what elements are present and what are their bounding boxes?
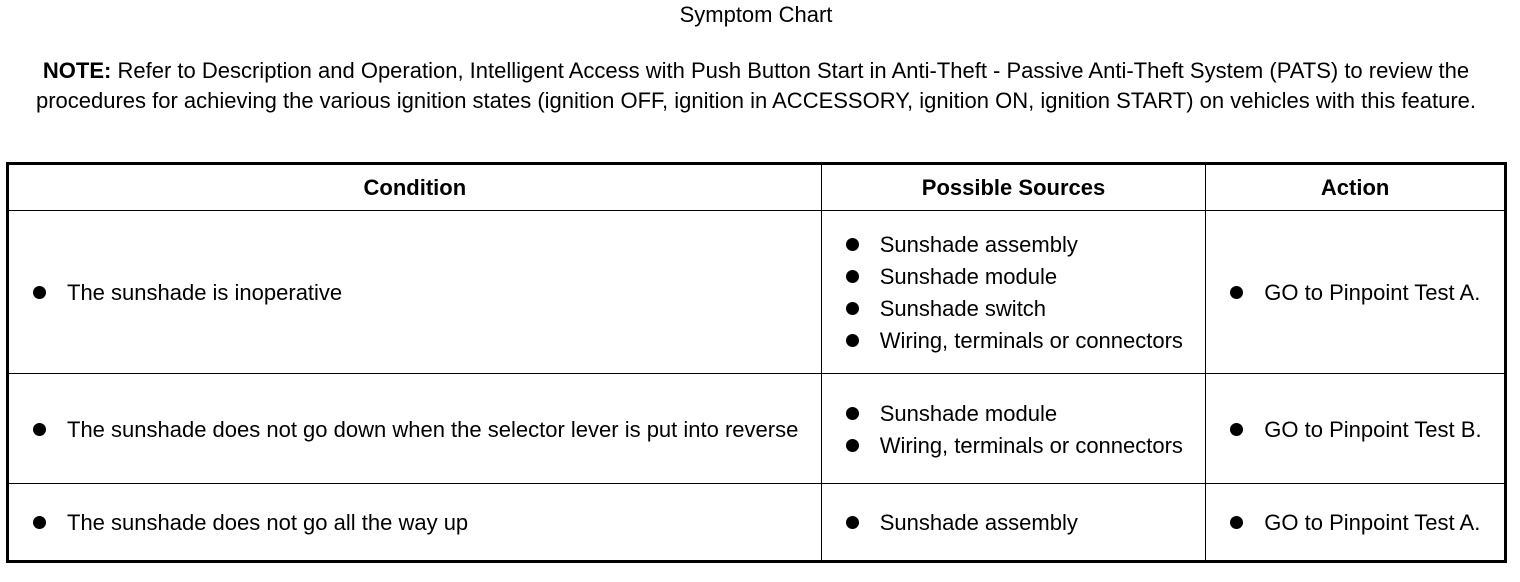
bullet-icon [846,270,859,283]
action-text: GO to Pinpoint Test B. [1264,416,1482,442]
bullet-icon [846,238,859,251]
note-paragraph [8,56,1504,116]
page-title: Symptom Chart [679,2,833,27]
table-header-row [8,164,1506,211]
list-item [1224,278,1496,308]
table-row [8,211,1506,374]
source-text: Wiring, terminals or connectors [879,328,1183,353]
bullet-icon [33,516,46,529]
bullet-icon [846,407,859,420]
bullet-icon [1230,516,1243,529]
symptom-table [6,162,1507,563]
source-text: Sunshade module [879,400,1058,426]
list-item [840,431,1198,461]
source-text: Sunshade assembly [879,232,1078,257]
list-item [840,399,1198,429]
list-item [27,508,813,538]
header-action: Action [1206,164,1506,211]
sources-cell [821,484,1206,562]
source-text: Sunshade module [879,264,1058,289]
list-item [1224,508,1496,538]
condition-text: The sunshade does not go all the way up [67,510,469,535]
list-item [840,230,1198,260]
note-label: NOTE: [42,58,112,83]
action-text: GO to Pinpoint Test A. [1264,280,1481,305]
source-text: Sunshade switch [879,296,1047,321]
condition-text: The sunshade does not go down when the selector lever is put into reverse [67,416,799,442]
sources-cell [821,374,1206,484]
action-cell [1206,484,1506,562]
list-item [840,508,1198,538]
header-condition: Condition [8,164,822,211]
list-item [840,262,1198,292]
action-cell [1206,374,1506,484]
bullet-icon [846,302,859,315]
source-text: Sunshade assembly [879,510,1078,535]
action-cell [1206,211,1506,374]
action-text: GO to Pinpoint Test A. [1264,510,1481,535]
sources-cell [821,211,1206,374]
list-item [27,278,813,308]
list-item [840,326,1198,356]
bullet-icon [1230,286,1243,299]
bullet-icon [846,439,859,452]
table-row [8,484,1506,562]
list-item [840,294,1198,324]
bullet-icon [33,286,46,299]
header-possible-sources: Possible Sources [821,164,1206,211]
note-text: Refer to Description and Operation, Intelligent Access with Push Button Start in Anti-Theft - Passive Anti-Theft System (PATS) to review the procedures for achieving the various ignition states (ignition OFF, ignition in ACCESSORY, ignition ON, ignition START) on vehicles with this feature. [35,58,1477,113]
condition-cell [8,484,822,562]
list-item [27,415,813,445]
condition-text: The sunshade is inoperative [67,280,343,305]
bullet-icon [33,423,46,436]
source-text: Wiring, terminals or connectors [879,432,1183,458]
condition-cell [8,374,822,484]
list-item [1224,415,1496,445]
table-row [8,374,1506,484]
bullet-icon [846,516,859,529]
condition-cell [8,211,822,374]
bullet-icon [1230,423,1243,436]
bullet-icon [846,334,859,347]
